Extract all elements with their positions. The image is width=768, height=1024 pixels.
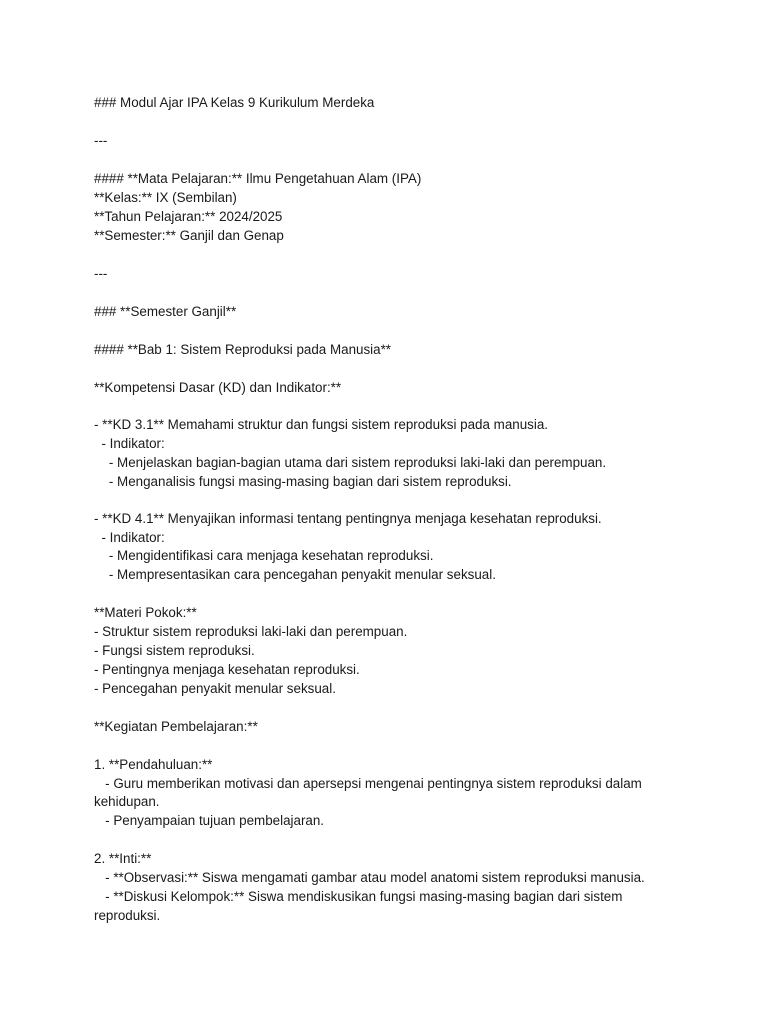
list-item: - Mempresentasikan cara pencegahan penyakit menular seksual. — [94, 567, 496, 582]
list-item: - Struktur sistem reproduksi laki-laki dan perempuan. — [94, 624, 408, 639]
list-item: - Pentingnya menjaga kesehatan reproduksi. — [94, 662, 360, 677]
list-item: - Mengidentifikasi cara menjaga kesehatan reproduksi. — [94, 548, 434, 563]
list-item: - Menjelaskan bagian-bagian utama dari sistem reproduksi laki-laki dan perempuan. — [94, 455, 607, 470]
materi-heading: **Materi Pokok:** — [94, 605, 197, 620]
list-item: - Penyampaian tujuan pembelajaran. — [94, 813, 325, 828]
separator: --- — [94, 133, 108, 148]
list-item: - Fungsi sistem reproduksi. — [94, 643, 255, 658]
doc-title: ### Modul Ajar IPA Kelas 9 Kurikulum Merdeka — [94, 95, 375, 110]
list-item: 1. **Pendahuluan:** — [94, 757, 213, 772]
list-item: - **Diskusi Kelompok:** Siswa mendiskusikan fungsi masing-masing bagian dari sistem — [94, 889, 623, 904]
chapter-heading: #### **Bab 1: Sistem Reproduksi pada Manusia** — [94, 342, 392, 357]
kd-heading: **Kompetensi Dasar (KD) dan Indikator:** — [94, 380, 342, 395]
kegiatan-heading: **Kegiatan Pembelajaran:** — [94, 719, 258, 734]
list-item: - **KD 3.1** Memahami struktur dan fungsi sistem reproduksi pada manusia. — [94, 417, 549, 432]
section-heading: ### **Semester Ganjil** — [94, 304, 237, 319]
list-item: - Indikator: — [94, 530, 165, 545]
list-item: - Guru memberikan motivasi dan apersepsi mengenai pentingnya sistem reproduksi dalam — [94, 776, 642, 791]
list-item: 2. **Inti:** — [94, 851, 152, 866]
list-item: - Pencegahan penyakit menular seksual. — [94, 681, 336, 696]
list-item: - Menganalisis fungsi masing-masing bagian dari sistem reproduksi. — [94, 474, 512, 489]
list-item: - **Observasi:** Siswa mengamati gambar atau model anatomi sistem reproduksi manusia. — [94, 870, 645, 885]
year-line: **Tahun Pelajaran:** 2024/2025 — [94, 209, 283, 224]
list-item: reproduksi. — [94, 908, 161, 923]
separator: --- — [94, 266, 108, 281]
subject-line: #### **Mata Pelajaran:** Ilmu Pengetahuan Alam (IPA) — [94, 171, 422, 186]
list-item: kehidupan. — [94, 794, 160, 809]
class-line: **Kelas:** IX (Sembilan) — [94, 190, 237, 205]
list-item: - **KD 4.1** Menyajikan informasi tentang pentingnya menjaga kesehatan reproduksi. — [94, 511, 602, 526]
semester-line: **Semester:** Ganjil dan Genap — [94, 228, 284, 243]
list-item: - Indikator: — [94, 436, 165, 451]
